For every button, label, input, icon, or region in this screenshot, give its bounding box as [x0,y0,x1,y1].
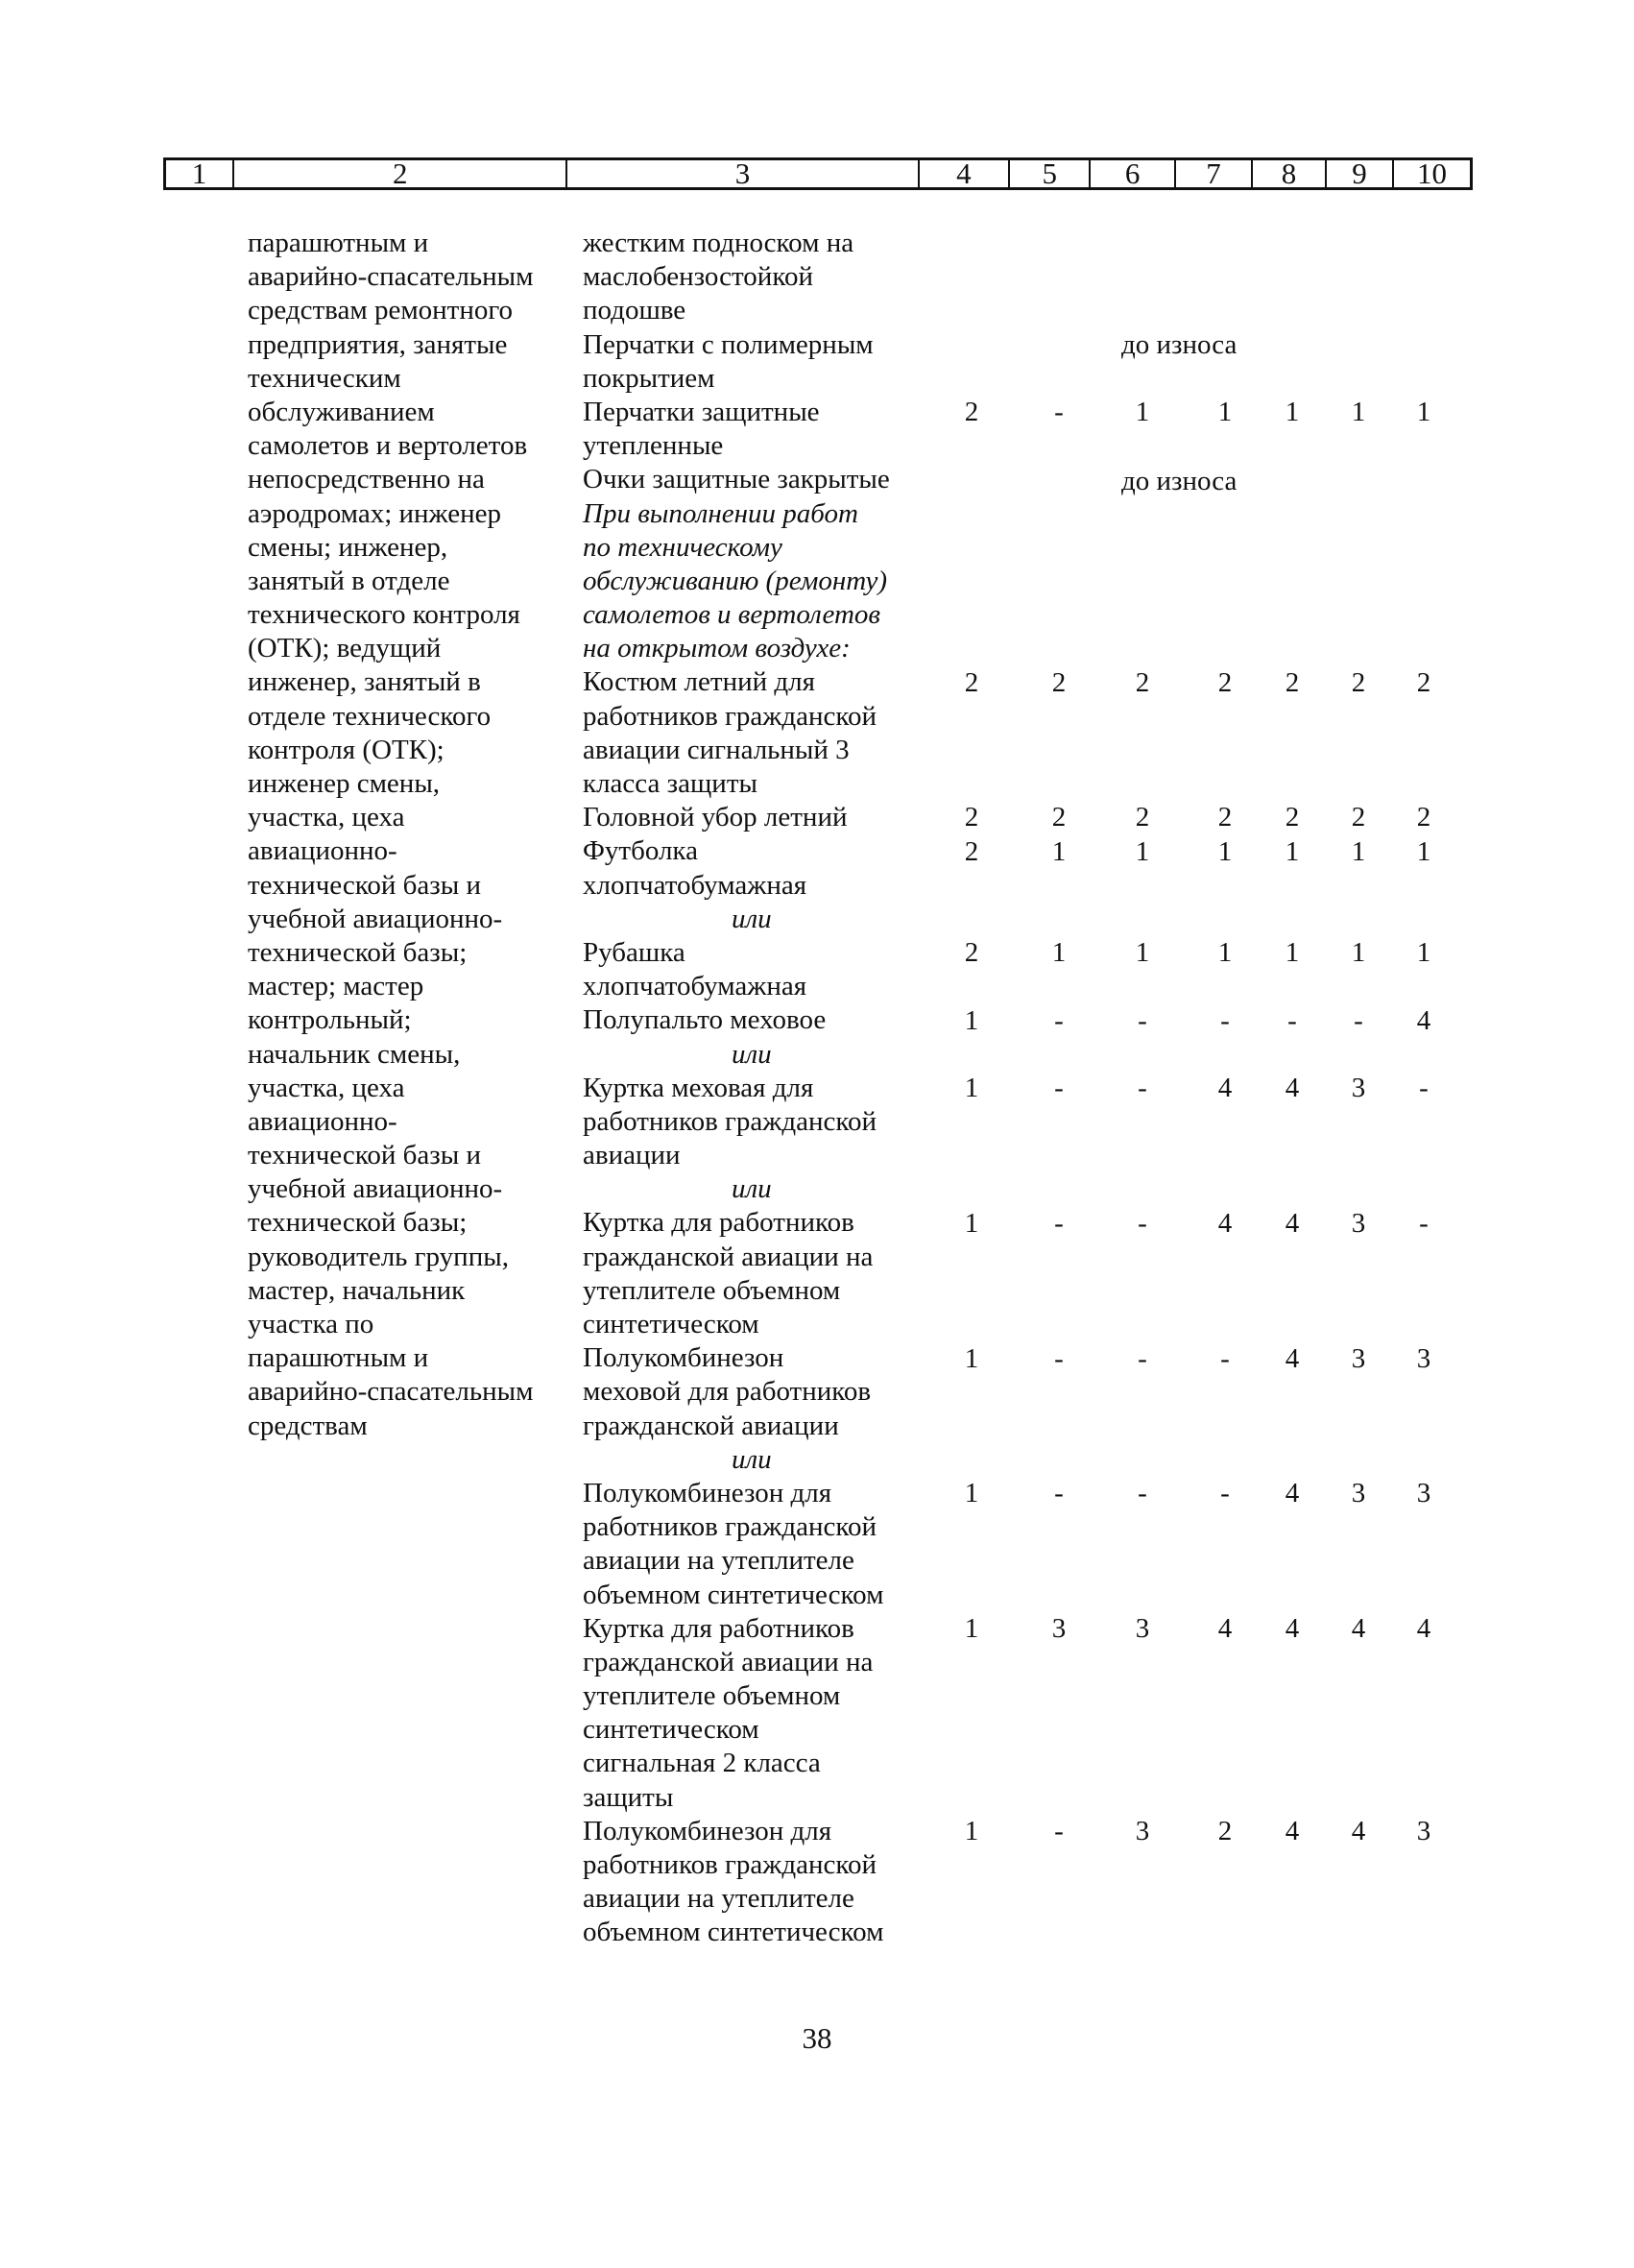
quantity-cell: - [1054,1478,1064,1509]
quantity-cell: - [1054,1073,1064,1103]
quantity-cell: 3 [1135,1816,1150,1847]
ppe-item-line: утеплителе объемном [583,1274,841,1306]
header-cell: 10 [1392,160,1470,187]
quantity-cell: 4 [1285,1816,1300,1847]
profession-line: мастер, начальник [248,1274,466,1306]
quantity-cell: 1 [1285,937,1300,969]
quantity-cell: 3 [1351,1342,1366,1374]
quantity-cell: 2 [1217,1816,1233,1847]
quantity-cell: 4 [1416,1004,1431,1036]
profession-line: начальник смены, [248,1038,461,1070]
quantity-cell: 4 [1285,1207,1300,1239]
quantity-cell: 3 [1416,1816,1431,1847]
ppe-item-line: работников гражданской [583,700,877,732]
quantity-cell: 4 [1217,1613,1233,1645]
profession-line: инженер смены, [248,768,441,799]
profession-line: самолетов и вертолетов [248,430,528,462]
ppe-item-line: синтетическом [583,1714,759,1746]
profession-line: контроля (ОТК); [248,734,445,765]
profession-line: предприятия, занятые [248,328,508,360]
quantity-cell: 1 [964,1613,979,1645]
ppe-item-line: Перчатки защитные [583,396,820,427]
ppe-item-line: Очки защитные закрытые [583,464,890,495]
quantity-cell: 2 [1416,802,1431,833]
profession-line: средствам ремонтного [248,295,514,326]
profession-line: обслуживанием [248,396,435,427]
ppe-item-line: авиации [583,1140,681,1171]
ppe-item-line: авиации на утеплителе [583,1545,854,1577]
ppe-item-line: объемном синтетическом [583,1579,884,1610]
ppe-item-line: маслобензостойкой [583,261,813,293]
quantity-cell: 2 [1135,666,1150,698]
quantity-cell: - [1054,397,1064,427]
quantity-cell: 1 [964,1073,979,1103]
ppe-item-line: работников гражданской [583,1511,877,1543]
profession-line: аварийно-спасательным [248,1376,534,1408]
quantity-cell: 4 [1217,1073,1233,1103]
ppe-item-line: меховой для работников [583,1376,872,1408]
profession-line: парашютным и [248,228,429,258]
ppe-item-line: утеплителе объемном [583,1680,841,1712]
quantity-cell: 1 [1217,937,1233,969]
table-header-row [163,157,1473,190]
quantity-cell: 2 [964,666,979,698]
profession-line: отделе технического [248,700,492,732]
quantity-cell: 1 [1416,397,1431,427]
quantity-cell: - [1220,1342,1230,1374]
header-cell: 4 [918,160,1009,187]
quantity-cell: 3 [1051,1613,1067,1645]
profession-line: аварийно-спасательным [248,261,534,293]
ppe-item-line: хлопчатобумажная [583,869,807,901]
quantity-cell: - [1054,1342,1064,1374]
ppe-item-line: Полукомбинезон для [583,1477,832,1508]
page-number: 38 [802,2021,832,2055]
quantity-cell: 3 [1416,1478,1431,1509]
quantity-cell: - [1419,1073,1429,1103]
quantity-cell: 1 [964,1478,979,1509]
ppe-item-line: обслуживанию (ремонту) [583,565,888,596]
header-cell: 7 [1174,160,1251,187]
quantity-cell: 4 [1351,1613,1366,1645]
ppe-item-line: Перчатки с полимерным [583,328,874,360]
profession-line: участка по [248,1309,374,1339]
ppe-item-line: жестким подноском на [583,228,854,258]
profession-line: смены; инженер, [248,531,448,563]
ppe-item-line: гражданской авиации [583,1410,839,1441]
ppe-item-line: авиации сигнальный 3 [583,734,850,765]
profession-line: технической базы; [248,1207,468,1239]
quantity-cell: 1 [1051,835,1067,867]
profession-line: парашютным и [248,1342,429,1374]
quantity-cell: 1 [1217,397,1233,427]
quantity-cell: 4 [1285,1073,1300,1103]
profession-line: участка, цеха [248,802,405,833]
ppe-item-line: сигнальная 2 класса [583,1748,821,1779]
ppe-item-line: гражданской авиации на [583,1241,874,1272]
ppe-item-line: Полупальто меховое [583,1004,827,1036]
wear-note: до износа [1121,329,1238,360]
quantity-cell: 3 [1351,1207,1366,1239]
ppe-item-line: синтетическом [583,1309,759,1339]
ppe-item-line: Куртка для работников [583,1207,854,1239]
quantity-cell: - [1138,1207,1147,1239]
quantity-cell: 1 [1351,397,1366,427]
profession-column [248,227,533,1443]
profession-line: занятый в отделе [248,565,450,596]
quantity-cell: 2 [1051,666,1067,698]
profession-line: авиационно- [248,1105,397,1137]
quantity-cell: 1 [1285,835,1300,867]
quantity-cell: - [1138,1004,1147,1036]
ppe-item-line: При выполнении работ [583,497,858,529]
ppe-item-line: самолетов и вертолетов [583,599,880,631]
header-cell: 2 [232,160,565,187]
header-cell: 9 [1325,160,1392,187]
quantity-cell: 1 [1351,835,1366,867]
ppe-item-line: защиты [583,1781,674,1813]
quantity-cell: 3 [1351,1073,1366,1103]
header-cell: 6 [1089,160,1174,187]
quantity-cell: 2 [1051,802,1067,833]
profession-line: контрольный; [248,1004,412,1036]
profession-line: авиационно- [248,835,397,867]
profession-line: учебной авиационно- [248,1173,503,1205]
quantity-cell: - [1054,1816,1064,1847]
profession-line: участка, цеха [248,1072,405,1103]
ppe-item-line: Куртка для работников [583,1612,854,1644]
quantity-cell: 2 [1217,802,1233,833]
quantity-cell: 1 [1135,397,1150,427]
profession-line: средствам [248,1410,368,1441]
quantity-cell: 2 [964,802,979,833]
quantity-cell: - [1220,1478,1230,1509]
profession-line: технической базы и [248,1140,481,1171]
quantity-cell: 2 [1351,802,1366,833]
ppe-item-line: хлопчатобумажная [583,971,807,1002]
ppe-item-line: Рубашка [583,936,685,968]
ppe-item-line: гражданской авиации на [583,1646,874,1677]
quantity-cell: 2 [964,937,979,969]
ppe-item-line: подошве [583,295,686,326]
quantity-cell: 2 [1217,666,1233,698]
ppe-item-line: Костюм летний для [583,666,815,698]
ppe-item-line: класса защиты [583,768,757,799]
quantity-cell: 1 [1135,937,1150,969]
profession-line: технического контроля [248,599,520,631]
quantity-cell: 2 [964,835,979,867]
quantity-cell: 2 [1416,666,1431,698]
quantity-cell: - [1138,1342,1147,1374]
wear-note: до износа [1121,466,1238,496]
header-cell: 8 [1251,160,1325,187]
quantity-cell: - [1138,1073,1147,1103]
profession-line: технической базы и [248,869,481,901]
quantity-cell: - [1138,1478,1147,1509]
quantity-cell: 1 [1416,835,1431,867]
ppe-item-line: покрытием [583,362,715,394]
ppe-item-line: или [732,903,772,934]
ppe-item-line: Полукомбинезон для [583,1815,832,1846]
quantity-cell: 4 [1285,1342,1300,1374]
header-cell: 5 [1008,160,1089,187]
quantity-cell: 3 [1351,1478,1366,1509]
quantity-cell: 4 [1285,1478,1300,1509]
ppe-item-line: или [732,1173,772,1205]
quantity-cell: 1 [1351,937,1366,969]
quantity-cell: 3 [1135,1613,1150,1645]
ppe-item-line: Головной убор летний [583,802,848,833]
profession-line: техническим [248,362,401,394]
quantity-cell: 2 [1351,666,1366,698]
ppe-item-line: работников гражданской [583,1849,877,1880]
quantity-cell: 1 [964,1816,979,1847]
profession-line: технической базы; [248,936,468,968]
profession-line: аэродромах; инженер [248,497,501,529]
profession-line: учебной авиационно- [248,903,503,934]
ppe-item-line: работников гражданской [583,1105,877,1137]
header-cell: 3 [565,160,917,187]
quantity-cell: - [1054,1207,1064,1239]
quantity-cell: - [1419,1207,1429,1239]
profession-line: (ОТК); ведущий [248,633,442,664]
quantity-cell: 1 [1135,835,1150,867]
quantity-cell: 1 [964,1342,979,1374]
ppe-item-line: утепленные [583,430,724,462]
quantity-cell: - [1354,1004,1363,1036]
ppe-item-line: Куртка меховая для [583,1072,814,1103]
ppe-item-line: по техническому [583,531,782,563]
quantity-cell: 1 [1217,835,1233,867]
ppe-item-line: на открытом воздухе: [583,633,851,664]
ppe-item-line: Футболка [583,835,698,867]
ppe-item-line: авиации на утеплителе [583,1883,854,1915]
quantity-cell: 2 [1285,802,1300,833]
quantity-cell: - [1220,1004,1230,1036]
header-cell: 1 [191,157,207,190]
quantity-cell: 1 [964,1004,979,1036]
quantity-cell: 1 [1051,937,1067,969]
ppe-items-column [583,227,928,1950]
quantity-cell: 2 [964,397,979,427]
quantity-cell: 3 [1416,1342,1431,1374]
quantity-cell: 4 [1351,1816,1366,1847]
quantity-cell: - [1287,1004,1297,1036]
quantity-cell: 4 [1416,1613,1431,1645]
ppe-item-line: объемном синтетическом [583,1917,884,1948]
profession-line: непосредственно на [248,464,485,495]
quantity-cell: 1 [1285,397,1300,427]
quantity-cell: 1 [964,1207,979,1239]
profession-line: мастер; мастер [248,971,424,1002]
quantity-cell: 2 [1285,666,1300,698]
quantity-cell: 1 [1416,937,1431,969]
ppe-item-line: Полукомбинезон [583,1342,784,1374]
ppe-item-line: или [732,1443,772,1475]
profession-line: инженер, занятый в [248,666,481,698]
quantity-cell: 4 [1285,1613,1300,1645]
profession-line: руководитель группы, [248,1241,509,1272]
quantity-cell: - [1054,1004,1064,1036]
quantity-cell: 4 [1217,1207,1233,1239]
ppe-item-line: или [732,1038,772,1070]
quantity-cell: 2 [1135,802,1150,833]
